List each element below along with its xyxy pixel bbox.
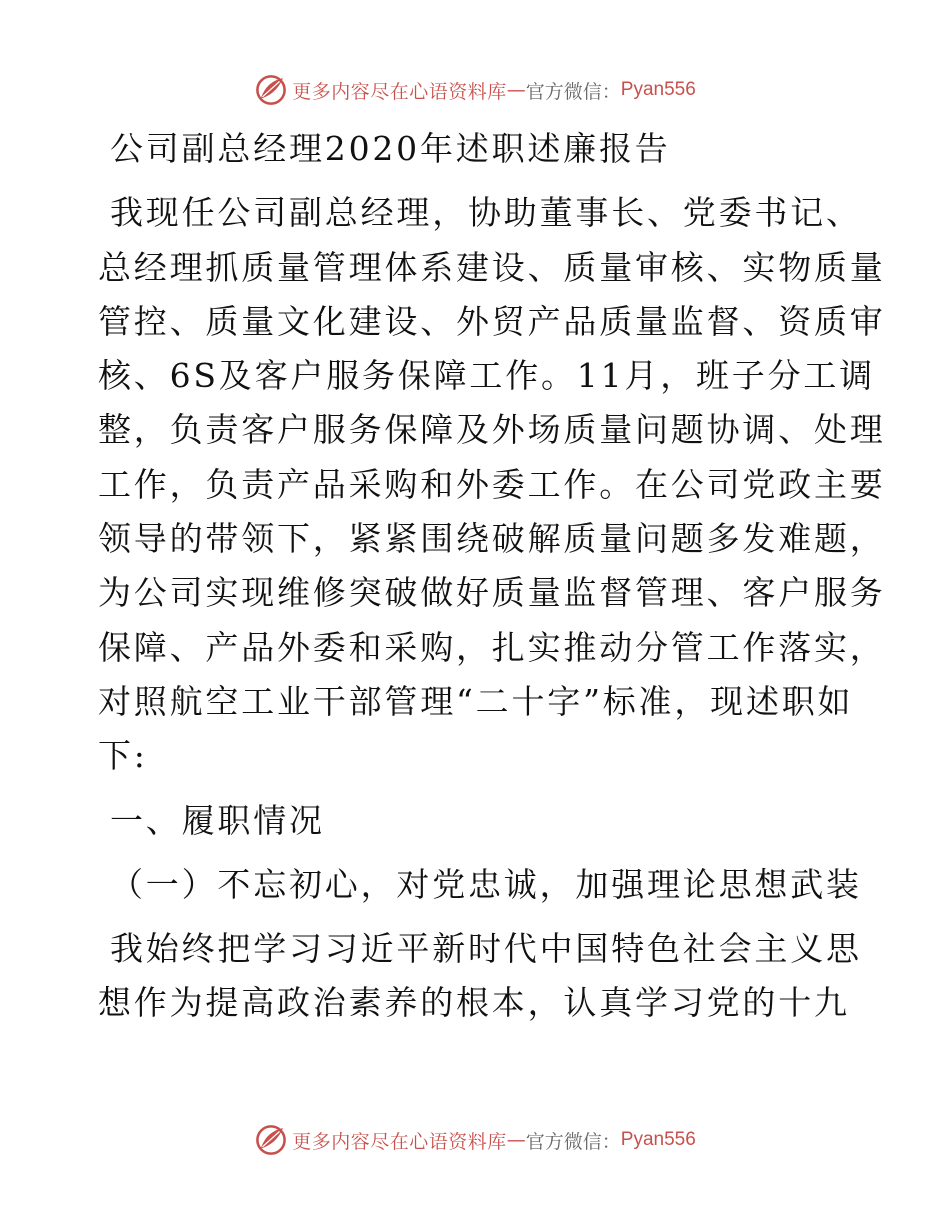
watermark-wechat-id: Pyan556 xyxy=(620,79,696,100)
watermark-colon: ： xyxy=(601,80,621,103)
section-heading-performance: 一、履职情况 xyxy=(110,800,325,840)
watermark-label: 官方微信 xyxy=(525,1130,602,1153)
paragraph-study xyxy=(98,922,862,1031)
paragraph-line: 我始终把学习习近平新时代中国特色社会主义思 xyxy=(110,929,862,969)
paragraph-line: 下: xyxy=(98,736,148,776)
watermark-dash: — xyxy=(506,1129,526,1151)
paragraph-line: 想作为提高政治素养的根本，认真学习党的十九 xyxy=(98,983,850,1023)
paragraph-line: 工作，负责产品采购和外委工作。在公司党政主要 xyxy=(98,464,886,504)
watermark-header xyxy=(0,70,950,110)
leaf-logo-icon xyxy=(254,73,288,107)
paragraph-line: 对照航空工业干部管理“二十字”标准，现述职如 xyxy=(98,681,854,721)
watermark-text: 更多内容尽在心语资料库 xyxy=(292,1130,507,1153)
watermark-text: 更多内容尽在心语资料库 xyxy=(292,80,507,103)
watermark-footer xyxy=(0,1120,950,1160)
document-body xyxy=(98,122,886,1031)
paragraph-intro xyxy=(98,186,886,783)
paragraph-line: 为公司实现维修突破做好质量监督管理、客户服务 xyxy=(98,573,886,613)
document-title: 公司副总经理2020年述职述廉报告 xyxy=(110,129,671,168)
watermark-label: 官方微信 xyxy=(525,80,602,103)
paragraph-line: 保障、产品外委和采购，扎实推动分管工作落实， xyxy=(98,627,886,667)
watermark-colon: ： xyxy=(601,1130,621,1153)
subsection-heading-loyalty: （一）不忘初心，对党忠诚，加强理论思想武装 xyxy=(110,864,862,904)
paragraph-line: 核、6S及客户服务保障工作。11月，班子分工调 xyxy=(98,356,875,396)
paragraph-line: 领导的带领下，紧紧围绕破解质量问题多发难题， xyxy=(98,519,886,559)
leaf-logo-icon xyxy=(254,1123,288,1157)
watermark-dash: — xyxy=(506,79,526,101)
paragraph-line: 总经理抓质量管理体系建设、质量审核、实物质量 xyxy=(98,247,886,287)
paragraph-line: 整，负责客户服务保障及外场质量问题协调、处理 xyxy=(98,410,886,450)
paragraph-line: 管控、质量文化建设、外贸产品质量监督、资质审 xyxy=(98,301,886,341)
watermark-wechat-id: Pyan556 xyxy=(620,1129,696,1150)
paragraph-line: 我现任公司副总经理，协助董事长、党委书记、 xyxy=(110,193,862,233)
